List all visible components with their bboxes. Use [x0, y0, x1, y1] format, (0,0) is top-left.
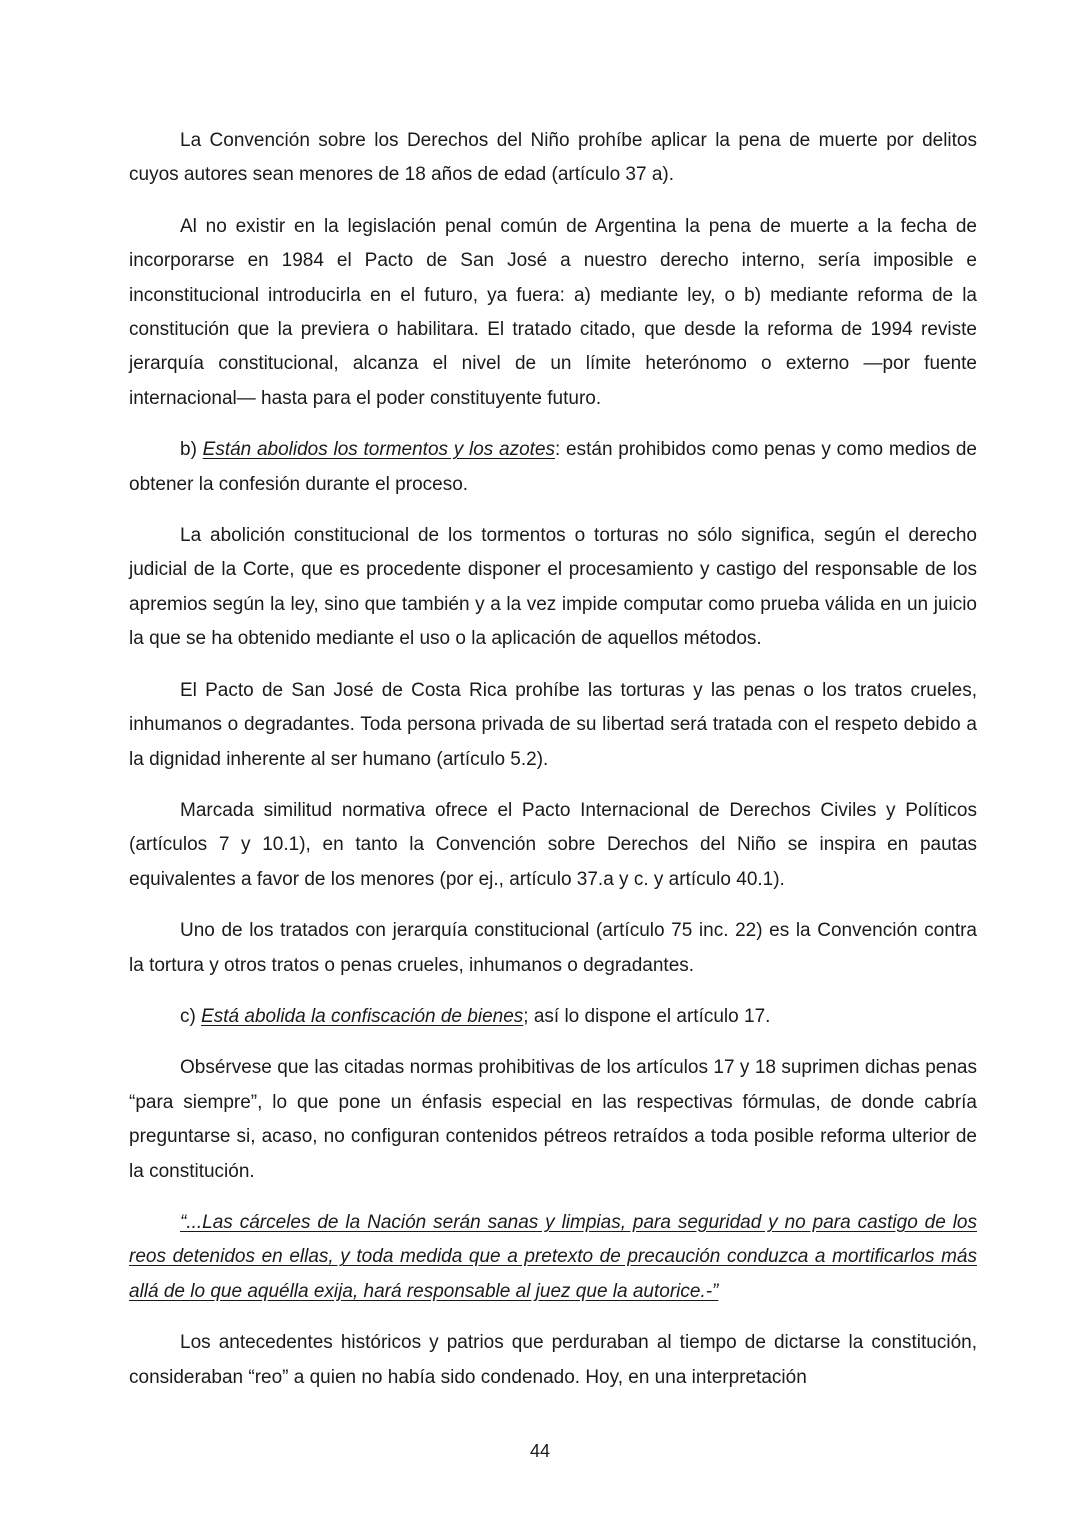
heading-torments: Están abolidos los tormentos y los azotes: [202, 439, 556, 461]
paragraph-prisons-quote: [129, 1206, 977, 1309]
paragraph-torments-abolished: [129, 433, 977, 502]
torments-rest: : están prohibidos como penas y como medios de obtener la confesión durante el proceso.: [129, 439, 977, 495]
paragraph-historical-background: Los antecedentes históricos y patrios que perduraban al tiempo de dictarse la constitución, consideraban “reo” a quien no había sido condenado. Hoy, en una interpretación: [129, 1332, 977, 1388]
prisons-quote: “...Las cárceles de la Nación serán sanas y limpias, para seguridad y no para castigo de los reos detenidos en ellas, y toda medida que a pretexto de precaución conduzca a mortificarlos más allá de lo que aquélla exija, hará responsable al juez que la autorice.-”: [129, 1211, 977, 1302]
confiscation-rest: ; así lo dispone el artículo 17.: [523, 1005, 771, 1027]
paragraph-costa-rica-pact: El Pacto de San José de Costa Rica prohíbe las torturas y las penas o los tratos crueles, inhumanos o degradantes. Toda persona privada de su libertad será tratada con el respeto debido a la dignidad inherente al ser humano (artículo 5.2).: [129, 679, 977, 770]
paragraph-confiscation-abolished: [129, 1000, 977, 1034]
page-number: 44: [529, 1441, 551, 1461]
paragraph-torture-abolition: La abolición constitucional de los tormentos o torturas no sólo significa, según el derecho judicial de la Corte, que es procedente disponer el procesamiento y castigo del responsable de los apremios según la ley, sino que también y a la vez impide computar como prueba válida en un juicio la que se ha obtenido mediante el uso o la aplicación de aquellos métodos.: [129, 525, 977, 650]
paragraph-forever-penalties: Obsérvese que las citadas normas prohibitivas de los artículos 17 y 18 suprimen dichas penas “para siempre”, lo que pone un énfasis especial en las respectivas fórmulas, de donde cabría preguntarse si, acaso, no configuran contenidos pétreos retraídos a toda posible reforma ulterior de la constitución.: [129, 1057, 977, 1182]
item-prefix-b: b): [180, 439, 203, 461]
paragraph-civil-rights-pact: Marcada similitud normativa ofrece el Pacto Internacional de Derechos Civiles y Políticos (artículos 7 y 10.1), en tanto la Convención sobre Derechos del Niño se inspira en pautas equivalentes a favor de los menores (por ej., artículo 37.a y c. y artículo 40.1).: [129, 799, 977, 890]
item-prefix-c: c): [180, 1005, 202, 1027]
paragraph-child-death-penalty: La Convención sobre los Derechos del Niño prohíbe aplicar la pena de muerte por delitos cuyos autores sean menores de 18 años de edad (artículo 37 a).: [129, 130, 977, 186]
paragraph-torture-convention: Uno de los tratados con jerarquía constitucional (artículo 75 inc. 22) es la Convención contra la tortura y otros tratos o penas crueles, inhumanos o degradantes.: [129, 920, 977, 976]
heading-confiscation: Está abolida la confiscación de bienes: [201, 1005, 524, 1027]
body-text: [129, 124, 977, 1412]
paragraph-pacto-san-jose: Al no existir en la legislación penal común de Argentina la pena de muerte a la fecha de incorporarse en 1984 el Pacto de San José a nuestro derecho interno, sería imposible e inconstitucional introducirla en el futuro, ya fuera: a) mediante ley, o b) mediante reforma de la constitución que la previera o habilitara. El tratado citado, que desde la reforma de 1994 reviste jerarquía constitucional, alcanza el nivel de un límite heterónomo o externo —por fuente internacional— hasta para el poder constituyente futuro.: [129, 215, 977, 409]
